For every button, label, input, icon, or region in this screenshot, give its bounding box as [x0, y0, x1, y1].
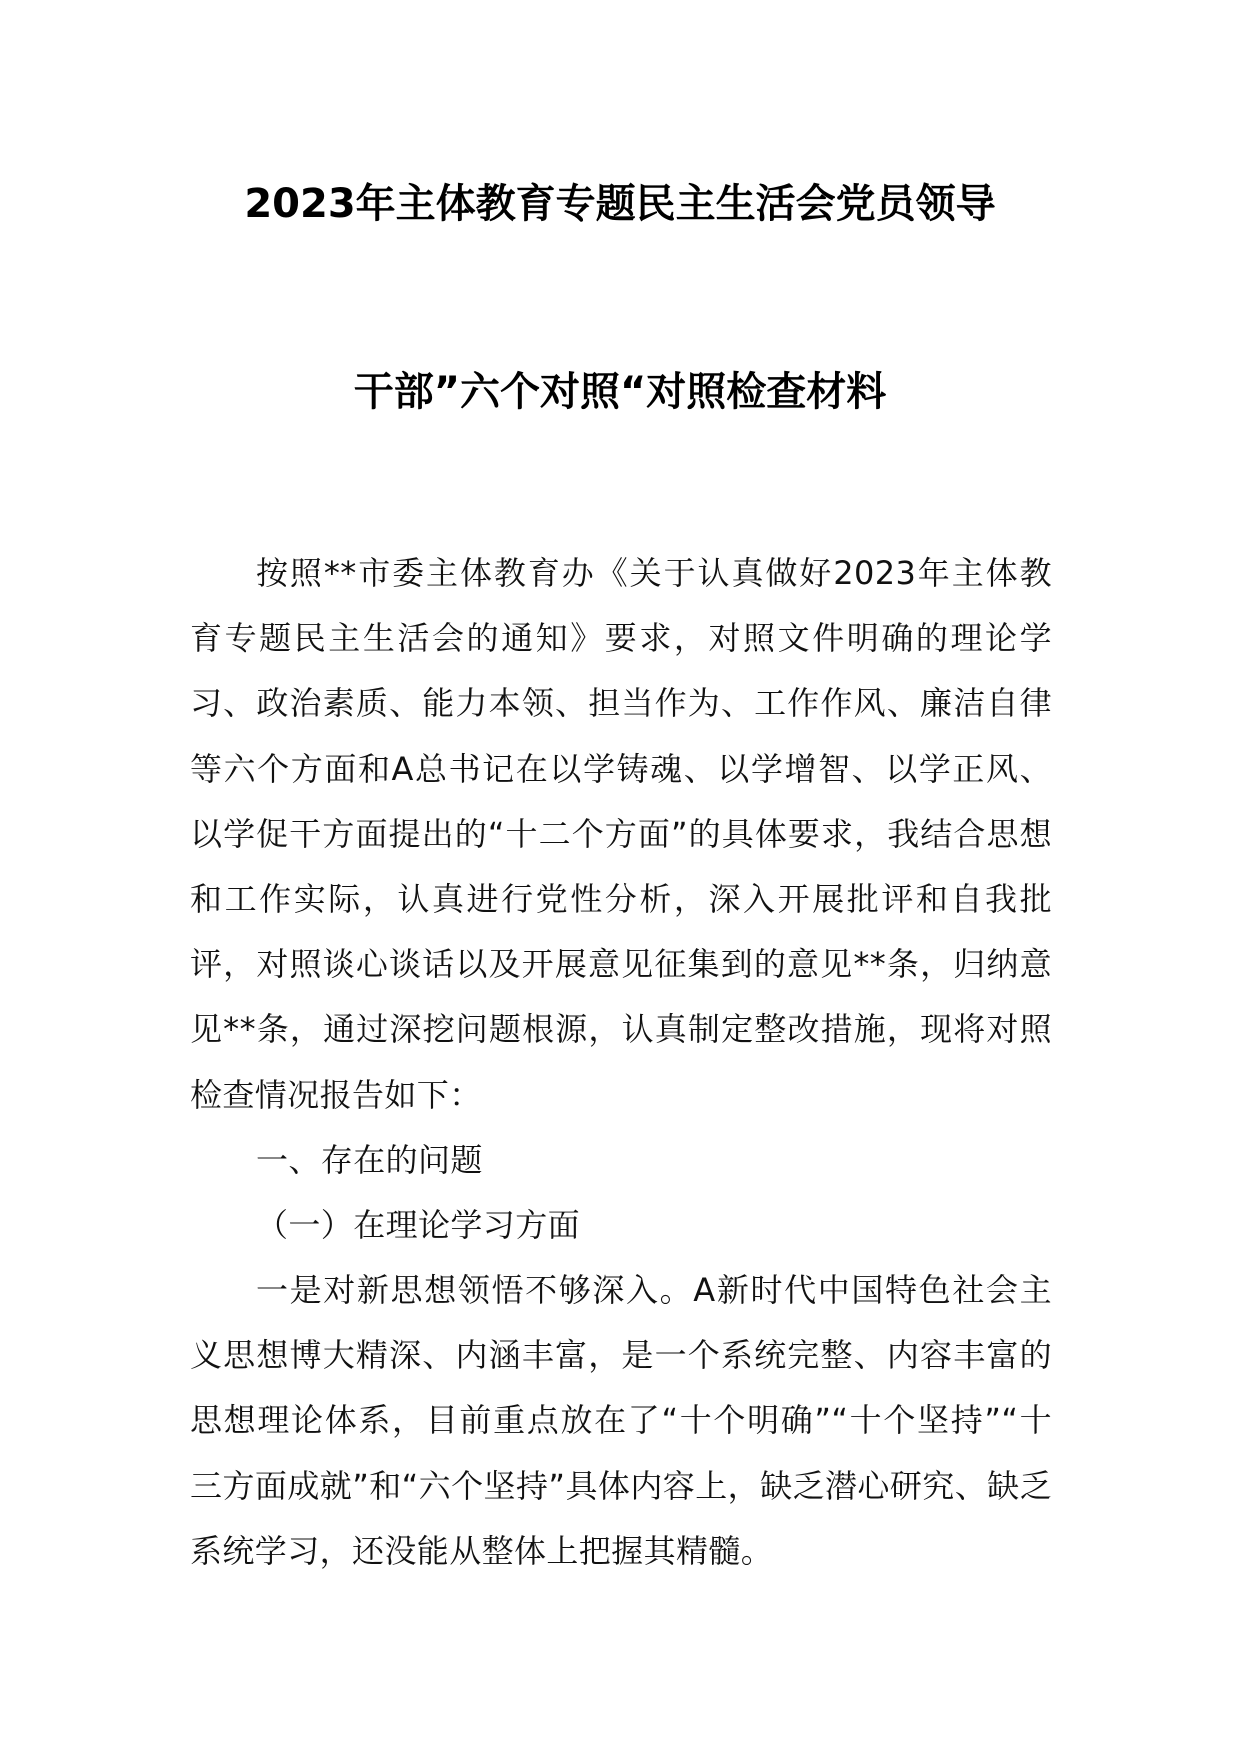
body-paragraph: 一是对新思想领悟不够深入。A新时代中国特色社会主义思想博大精深、内涵丰富，是一个系统完整、内容丰富的思想理论体系，目前重点放在了“十个明确”“十个坚持”“十三方面成就”和“六个坚持”具体内容上，缺乏潜心研究、缺乏系统学习，还没能从整体上把握其精髓。 — [190, 1271, 1052, 1570]
intro-paragraph: 按照**市委主体教育办《关于认真做好2023年主体教育专题民主生活会的通知》要求，对照文件明确的理论学习、政治素质、能力本领、担当作为、工作作风、廉洁自律等六个方面和A总书记在以学铸魂、以学增智、以学正风、以学促干方面提出的“十二个方面”的具体要求，我结合思想和工作实际，认真进行党性分析，深入开展批评和自我批评，对照谈心谈话以及开展意见征集到的意见**条，归纳意见**条，通过深挖问题根源，认真制定整改措施，现将对照检查情况报告如下： — [190, 554, 1052, 1114]
section-heading: 一、存在的问题 — [256, 1141, 483, 1179]
document-title-line-1: 2023年主体教育专题民主生活会党员领导 — [244, 181, 996, 227]
subsection-heading: （一）在理论学习方面 — [256, 1206, 581, 1244]
document-title-line-2: 干部”六个对照“对照检查材料 — [353, 369, 887, 415]
